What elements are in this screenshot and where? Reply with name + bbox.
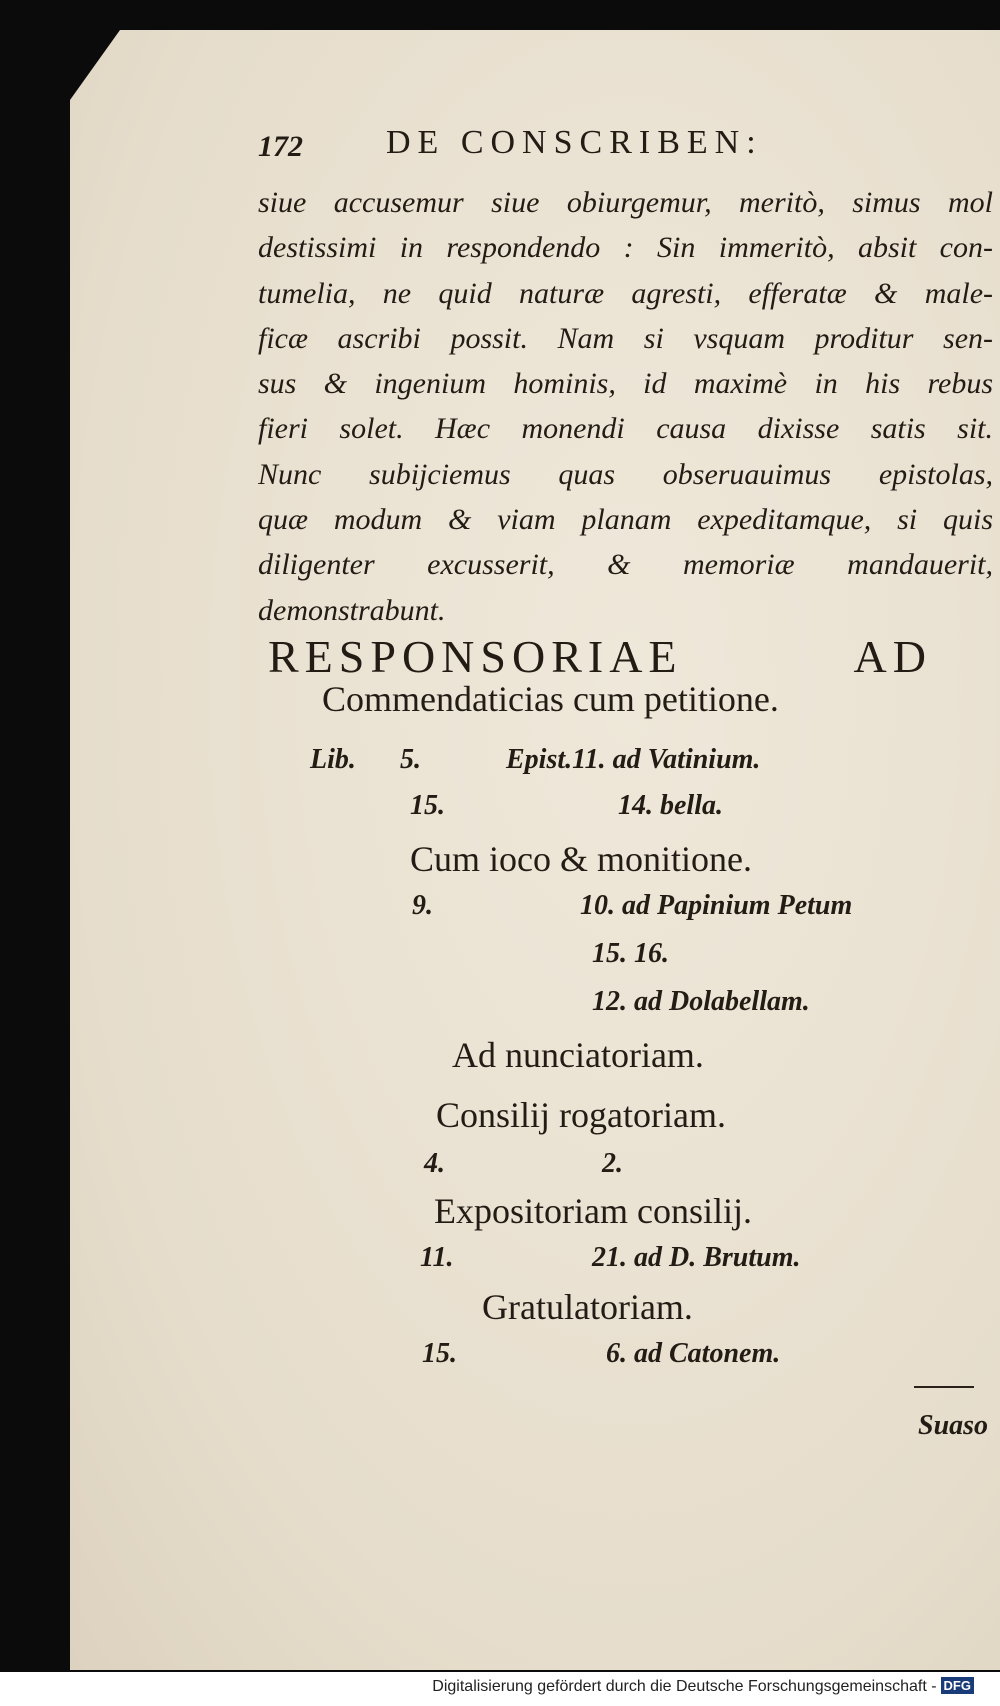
- paragraph-line: tumelia, ne quid naturæ agresti, efferatæ & male-: [258, 276, 993, 310]
- body-paragraph: [258, 180, 993, 633]
- running-head: DE CONSCRIBEN:: [386, 124, 763, 161]
- book-number: 5.: [400, 744, 421, 775]
- epistle-ref: 14. bella.: [618, 790, 723, 821]
- epistle-ref: 21. ad D. Brutum.: [592, 1242, 801, 1273]
- paragraph-line: diligenter excusserit, & memoriæ mandauerit,: [258, 548, 993, 582]
- digitization-credit: [432, 1677, 974, 1696]
- catchword-rule: [914, 1386, 974, 1388]
- book-page: [70, 30, 1000, 1670]
- paragraph-line: destissimi in respondendo : Sin immeritò, absit con-: [258, 231, 993, 265]
- subheading: Cum ioco & monitione.: [410, 839, 752, 879]
- subheading: Ad nunciatoriam.: [452, 1035, 704, 1075]
- book-number: 9.: [412, 890, 433, 921]
- paragraph-line: demonstrabunt.: [258, 593, 446, 627]
- epistle-ref: 15. 16.: [592, 938, 669, 969]
- epistle-ref: 10. ad Papinium Petum: [580, 890, 853, 921]
- book-number: 4.: [424, 1148, 445, 1179]
- paragraph-line: sus & ingenium hominis, id maximè in his rebus: [258, 367, 993, 401]
- book-number: 15.: [410, 790, 445, 821]
- credit-text: Digitalisierung gefördert durch die Deutsche Forschungsgemeinschaft -: [432, 1678, 937, 1695]
- page-number: 172: [258, 130, 303, 163]
- book-number: 15.: [422, 1338, 457, 1369]
- section-subtitle: Commendaticias cum petitione.: [322, 679, 779, 719]
- paragraph-line: fieri solet. Hæc monendi causa dixisse satis sit.: [258, 412, 993, 446]
- dfg-logo: DFG: [941, 1677, 974, 1694]
- paragraph-line: siue accusemur siue obiurgemur, meritò, simus mol: [258, 186, 993, 219]
- epistle-ref: 6. ad Catonem.: [606, 1338, 781, 1369]
- catchword: Suaso: [918, 1410, 989, 1441]
- subheading: Consilij rogatoriam.: [436, 1095, 726, 1135]
- book-number: 11.: [420, 1242, 454, 1273]
- subheading: Gratulatoriam.: [482, 1287, 693, 1327]
- epistle-ref: 12. ad Dolabellam.: [592, 986, 810, 1017]
- subheading: Expositoriam consilij.: [434, 1191, 752, 1231]
- lib-label: Lib.: [310, 744, 356, 775]
- section-title: RESPONSORIAE AD: [268, 631, 932, 682]
- epistle-ref: Epist.11. ad Vatinium.: [506, 744, 761, 775]
- paragraph-line: quæ modum & viam planam expeditamque, si quis: [258, 503, 993, 537]
- paragraph-line: ficæ ascribi possit. Nam si vsquam proditur sen-: [258, 321, 993, 355]
- paragraph-line: Nunc subijciemus quas obseruauimus epistolas,: [258, 457, 993, 491]
- epistle-ref: 2.: [602, 1148, 623, 1179]
- folded-corner: [70, 30, 120, 100]
